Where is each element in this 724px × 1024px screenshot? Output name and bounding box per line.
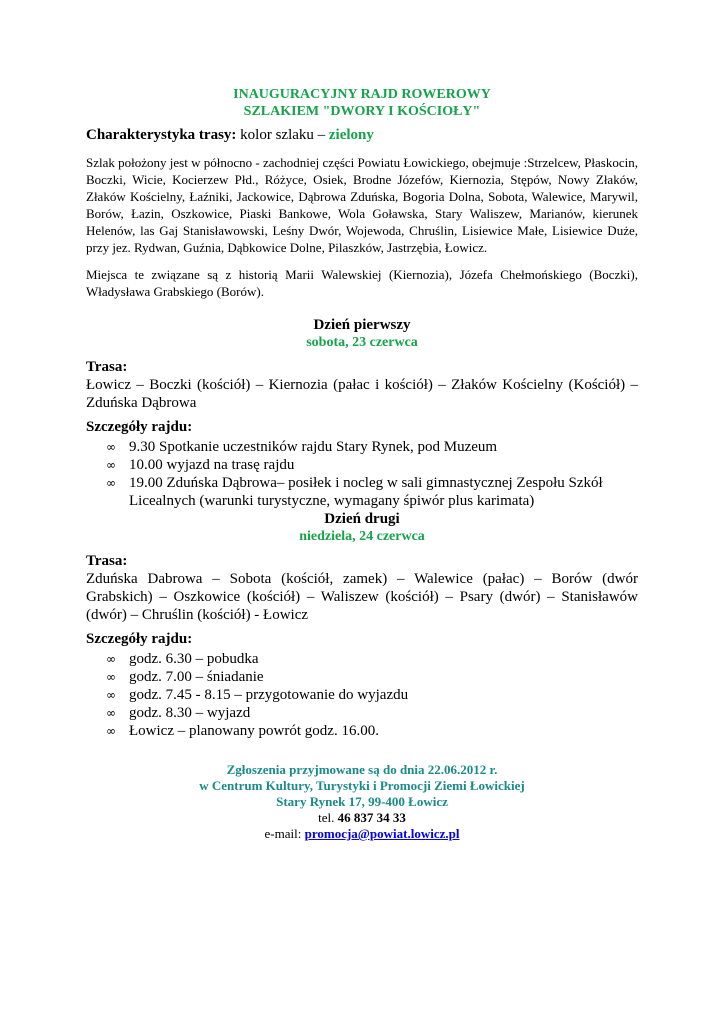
email-link[interactable]: promocja@powiat.lowicz.pl [304,826,460,841]
day1-heading: Dzień pierwszy [313,317,411,333]
day1-details-list [86,438,638,510]
contact-deadline: Zgłoszenia przyjmowane są do dnia 22.06.2012 r. [226,762,498,777]
trail-description: Szlak położony jest w północno - zachodniej części Powiatu Łowickiego, obejmuje :Strzelcew, Płaskocin, Boczki, Wicie, Kocierzew Płd., Różyce, Osiek, Brodne Józefów, Kiernozia, Stępów, Nowy Złaków, Złaków Kościelny, Łaźniki, Jackowice, Dąbrowa Zduńska, Bogoria Dolna, Sobota, Walewice, Marywil, Borów, Łazin, Oszkowice, Piaski Bankowe, Wola Goławska, Stary Waliszew, Marianów, kierunek Helenów, las Gaj Stanisławowski, Leśny Dwór, Wojewoda, Chruślin, Lisiewice Małe, Lisiewice Duże, przy jez. Rydwan, Guźnia, Dąbkowice Dolne, Pilaszków, Jastrzębia, Łowicz. [86,155,638,255]
document-title [86,86,638,120]
infinity-bullet-icon: ∞ [106,724,116,738]
list-item: ∞ 19.00 Zduńska Dąbrowa– posiłek i nocleg w sali gimnastycznej Zespołu Szkół Licealnych (warunki turystyczne, wymagany śpiwór plus karimata) [106,475,603,509]
trail-characteristics [86,126,638,144]
history-note: Miejsca te związane są z historią Marii Walewskiej (Kiernozia), Józefa Chełmońskiego (Boczki), Władysława Grabskiego (Borów). [86,267,638,299]
characteristics-label: Charakterystyka trasy: [86,127,237,143]
day2-details-list [86,650,638,740]
list-item: ∞ godz. 7.00 – śniadanie [106,669,264,685]
contact-email: e-mail: promocja@powiat.lowicz.pl [264,826,460,841]
contact-address: Stary Rynek 17, 99-400 Łowicz [276,794,448,809]
day2-date: niedziela, 24 czerwca [299,529,425,544]
day1-route-label: Trasa: [86,359,128,375]
list-item: ∞ godz. 8.30 – wyjazd [106,705,251,721]
infinity-bullet-icon: ∞ [106,706,116,720]
infinity-bullet-icon: ∞ [106,652,116,666]
infinity-bullet-icon: ∞ [106,476,116,490]
contact-phone: tel. 46 837 34 33 [318,810,406,825]
title-line-1: INAUGURACYJNY RAJD ROWEROWY [233,87,491,102]
contact-block [86,762,638,842]
phone-number: 46 837 34 33 [337,810,406,825]
list-item: ∞ 10.00 wyjazd na trasę rajdu [106,457,295,473]
day2-heading: Dzień drugi [324,511,400,527]
contact-organizer: w Centrum Kultury, Turystyki i Promocji Ziemi Łowickiej [199,778,525,793]
list-item: ∞ 9.30 Spotkanie uczestników rajdu Stary Rynek, pod Muzeum [106,439,498,455]
day2-details-label: Szczegóły rajdu: [86,631,193,647]
infinity-bullet-icon: ∞ [106,670,116,684]
characteristics-text: kolor szlaku – [236,127,329,143]
infinity-bullet-icon: ∞ [106,458,116,472]
title-line-2: SZLAKIEM "DWORY I KOŚCIOŁY" [243,104,481,119]
list-item: ∞ Łowicz – planowany powrót godz. 16.00. [106,723,379,739]
day2-route: Zduńska Dabrowa – Sobota (kościół, zamek) – Walewice (pałac) – Borów (dwór Grabskich) – Oszkowice (kościół) – Waliszew (kościół) – Psary (dwór) – Stanisławów (dwór) – Chruślin (kościół) - Łowicz [86,571,638,623]
infinity-bullet-icon: ∞ [106,688,116,702]
list-item: ∞ godz. 6.30 – pobudka [106,651,259,667]
list-item: ∞ godz. 7.45 - 8.15 – przygotowanie do wyjazdu [106,687,409,703]
infinity-bullet-icon: ∞ [106,440,116,454]
day2-route-label: Trasa: [86,553,128,569]
day1-date: sobota, 23 czerwca [306,335,418,350]
trail-color: zielony [328,127,374,143]
day1-details-label: Szczegóły rajdu: [86,419,193,435]
document-content [86,86,638,842]
day1-route: Łowicz – Boczki (kościół) – Kiernozia (pałac i kościół) – Złaków Kościelny (Kościół) – Zduńska Dąbrowa [86,377,638,411]
